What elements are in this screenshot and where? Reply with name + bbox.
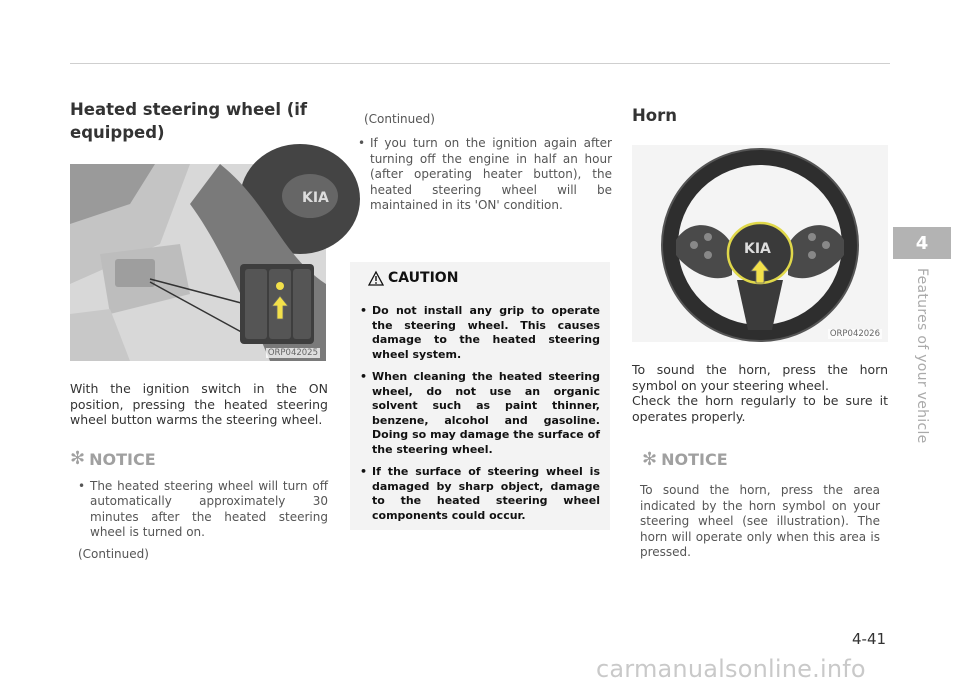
caution-item: • Do not install any grip to operate the steering wheel. This causes damage to the heated steering wheel system.	[372, 304, 600, 362]
top-rule	[70, 63, 890, 64]
bullet-dot: •	[78, 478, 86, 493]
figure-code: ORP042026	[829, 329, 880, 339]
steering-wheel-illustration	[632, 145, 888, 342]
notice-bullet-text: The heated steering wheel will turn off automatically approximately 30 minutes after the heated steering wheel is turned on.	[90, 478, 328, 539]
notice-star-icon: ✻	[642, 448, 658, 470]
section-heading: Heated steering wheel (if equipped)	[70, 100, 308, 142]
horn-check-paragraph: Check the horn regularly to be sure it operates properly.	[632, 393, 888, 424]
wheel-logo: KIA	[744, 241, 771, 257]
bullet-dot: •	[358, 136, 366, 150]
notice-label: NOTICE	[661, 450, 728, 469]
notice-label: NOTICE	[89, 449, 156, 469]
caution-label: CAUTION	[388, 270, 459, 286]
ignition-bullet-text: If you turn on the ignition again after turning off the engine in half an hour (after operating heater button), the heated steering wheel will be maintained in its 'ON' condition.	[370, 136, 612, 212]
chapter-label: Features of your vehicle	[914, 268, 930, 444]
continued-label: (Continued)	[78, 546, 149, 561]
caution-box	[350, 262, 610, 530]
ignition-bullet	[358, 136, 612, 214]
horn-figure	[632, 145, 888, 342]
caution-item: • If the surface of steering wheel is damaged by sharp object, damage to the heated steering wheel components could occur.	[372, 465, 600, 523]
heated-steering-figure	[70, 164, 329, 361]
notice-star-icon: ✻	[70, 448, 86, 469]
horn-notice-text: To sound the horn, press the area indicated by the horn symbol on your steering wheel (see illustration). The horn will operate only when this area is pressed.	[640, 483, 880, 559]
middle-column	[350, 112, 610, 214]
horn-paragraph: To sound the horn, press the horn symbol on your steering wheel.	[632, 362, 888, 393]
caution-header	[368, 270, 458, 286]
heated-steering-illustration	[70, 164, 329, 361]
heated-steering-section	[70, 98, 328, 561]
horn-section	[632, 104, 888, 561]
notice-bullet	[78, 479, 328, 541]
continued-label: (Continued)	[364, 112, 435, 126]
page-number: 4-41	[852, 630, 887, 648]
notice-title	[642, 450, 888, 469]
wheel-logo: KIA	[302, 190, 329, 206]
chapter-tab: 4	[893, 227, 951, 259]
notice-title	[70, 450, 328, 469]
figure-code: ORP042025	[267, 348, 318, 358]
warning-triangle-icon	[368, 271, 384, 286]
caution-list	[372, 304, 600, 531]
section-heading: Horn	[632, 106, 678, 125]
caution-item: • When cleaning the heated steering wheel, do not use an organic solvent such as paint thinner, benzene, alcohol and gasoline. Doing so may damage the surface of the steering wheel.	[372, 370, 600, 457]
watermark: carmanualsonline.info	[596, 655, 866, 683]
heated-steering-paragraph: With the ignition switch in the ON position, pressing the heated steering wheel button warms the steering wheel.	[70, 381, 328, 427]
